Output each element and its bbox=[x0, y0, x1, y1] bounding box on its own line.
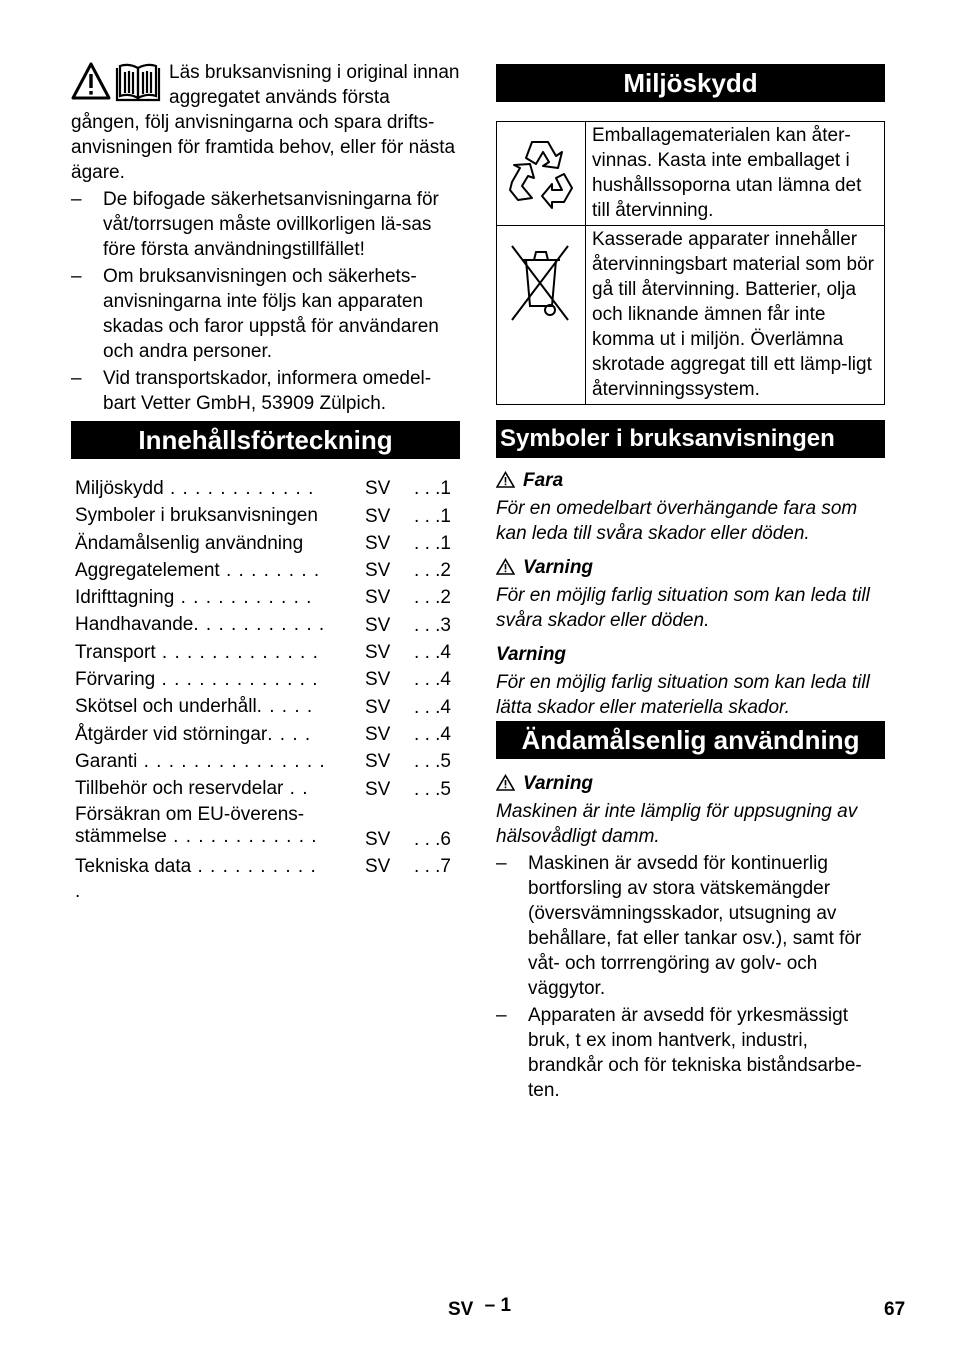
environment-text-1: Emballagematerialen kan åter-vinnas. Kasta inte emballaget i hushållssoporna utan lämna det till återvinning. bbox=[586, 122, 885, 226]
toc-entry[interactable] bbox=[75, 612, 457, 639]
warning-label: Varning bbox=[496, 555, 885, 580]
toc-entry-page: . . .1 bbox=[414, 532, 451, 554]
manual-book-icon bbox=[117, 65, 159, 100]
toc-entry-lang: SV bbox=[365, 478, 391, 500]
intended-use-section bbox=[496, 771, 885, 1103]
toc-entry-page: . . .2 bbox=[414, 587, 451, 609]
intended-use-bullet-list bbox=[496, 851, 885, 1103]
toc-entry-lang: SV bbox=[365, 642, 391, 664]
toc-entry[interactable] bbox=[75, 776, 457, 803]
toc-entry-page: . . .1 bbox=[414, 505, 451, 527]
warning-triangle-icon bbox=[73, 64, 109, 98]
toc-entry-title: Ändamålsenlig användning bbox=[75, 532, 304, 554]
toc-entry-title: Skötsel och underhåll. . . . . bbox=[75, 696, 314, 718]
toc-entry-lang: SV bbox=[365, 751, 391, 773]
toc-entry[interactable] bbox=[75, 640, 457, 667]
toc-entry-page: . . .4 bbox=[414, 669, 451, 691]
warning-and-manual-icons bbox=[71, 60, 163, 104]
toc-entry[interactable] bbox=[75, 722, 457, 749]
toc-entry-page: . . .6 bbox=[414, 828, 451, 850]
toc-entry-title: Åtgärder vid störningar. . . . bbox=[75, 723, 312, 745]
table-row bbox=[497, 226, 885, 405]
environment-text-2: Kasserade apparater innehåller återvinningsbart material som bör gå till återvinning. Batterier, olja och liknande ämnen får inte komma ut i miljön. Överlämna skrotade aggregat till ett lämp-ligt återvinningssystem. bbox=[586, 226, 885, 405]
table-row bbox=[497, 122, 885, 226]
environment-table bbox=[496, 121, 885, 405]
list-item: – Vid transportskador, informera omedel-bart Vetter GmbH, 53909 Zülpich. bbox=[71, 368, 432, 414]
intro-bullet-list bbox=[71, 187, 460, 416]
toc-heading: Innehållsförteckning bbox=[71, 421, 460, 459]
toc-entry-title: Handhavande. . . . . . . . . . . bbox=[75, 614, 326, 636]
toc-entry[interactable] bbox=[75, 749, 457, 776]
toc-entry-page: . . .5 bbox=[414, 751, 451, 773]
intro-section bbox=[71, 60, 460, 416]
list-item: – Om bruksanvisningen och säkerhets-anvisningarna inte följs kan apparaten skadas och faror uppstå för användaren och andra personer. bbox=[71, 266, 439, 362]
list-item: – Maskinen är avsedd för kontinuerlig bortforsling av stora vätskemängder (översvämningsskador, utsugning av behållare, fat eller tankar osv.), samt för våt- och torrrengöring av golv- och väggytor. bbox=[496, 853, 862, 999]
footer-lang: SV bbox=[448, 1299, 474, 1320]
toc-entry-lang: SV bbox=[365, 828, 391, 850]
toc-entry-title: Förvaring . . . . . . . . . . . . . bbox=[75, 669, 319, 691]
toc-entry-lang: SV bbox=[365, 587, 391, 609]
warning-triangle-icon bbox=[496, 558, 515, 575]
toc-entry[interactable] bbox=[75, 531, 457, 558]
toc-entry-lang: SV bbox=[365, 560, 391, 582]
caution-label: Varning bbox=[496, 644, 567, 665]
footer-section-page: – 1 bbox=[484, 1295, 512, 1316]
warning-text: För en möjlig farlig situation som kan leda till svåra skador eller döden. bbox=[496, 585, 870, 631]
toc-entry-page: . . .4 bbox=[414, 723, 451, 745]
intro-text: Läs bruksanvisning i original innan aggregatet används första gången, följ anvisningarna och spara drifts-anvisningen för framtida behov, eller för nästa ägare. bbox=[71, 62, 460, 183]
toc-entry-page: . . .4 bbox=[414, 696, 451, 718]
toc-entry-page: . . .5 bbox=[414, 778, 451, 800]
recycle-icon bbox=[497, 122, 586, 226]
intended-use-heading: Ändamålsenlig användning bbox=[496, 721, 885, 759]
toc-entry-title: Symboler i bruksanvisningen bbox=[75, 505, 318, 527]
toc-entry[interactable] bbox=[75, 503, 457, 530]
toc-entry[interactable] bbox=[75, 854, 457, 902]
toc-entry-page: . . .4 bbox=[414, 642, 451, 664]
toc-entry-title: Tekniska data . . . . . . . . . . . bbox=[75, 855, 317, 902]
toc-entry[interactable] bbox=[75, 558, 457, 585]
list-item: – Apparaten är avsedd för yrkesmässigt bruk, t ex inom hantverk, industri, brandkår och för tekniska biståndsarbe-ten. bbox=[496, 1005, 862, 1101]
toc-entry-lang: SV bbox=[365, 696, 391, 718]
toc-entry-page: . . .7 bbox=[414, 855, 451, 877]
toc-entry-lang: SV bbox=[365, 505, 391, 527]
toc-entry[interactable] bbox=[75, 804, 457, 854]
crossed-bin-icon bbox=[497, 226, 586, 405]
toc-entry-lang: SV bbox=[365, 723, 391, 745]
toc-entry-title: Transport . . . . . . . . . . . . . bbox=[75, 641, 319, 663]
toc-entry-title: Aggregatelement . . . . . . . . bbox=[75, 559, 321, 581]
danger-label: Fara bbox=[496, 468, 885, 493]
footer-section-label bbox=[448, 1297, 511, 1322]
symbols-section bbox=[496, 468, 885, 720]
toc-entry[interactable] bbox=[75, 585, 457, 612]
toc-entry-page: . . .3 bbox=[414, 614, 451, 636]
toc-entry-lang: SV bbox=[365, 532, 391, 554]
caution-text: För en möjlig farlig situation som kan leda till lätta skador eller materiella skador. bbox=[496, 672, 870, 718]
warning-triangle-icon bbox=[496, 471, 515, 488]
toc-entry[interactable] bbox=[75, 667, 457, 694]
toc-entry-title: Miljöskydd . . . . . . . . . . . . bbox=[75, 478, 315, 499]
toc-entry[interactable] bbox=[75, 694, 457, 721]
danger-text: För en omedelbart överhängande fara som kan leda till svåra skador eller döden. bbox=[496, 498, 858, 544]
toc-entry-lang: SV bbox=[365, 855, 391, 877]
environment-heading: Miljöskydd bbox=[496, 64, 885, 102]
toc-entry-title: Garanti . . . . . . . . . . . . . . . bbox=[75, 750, 326, 772]
table-of-contents bbox=[75, 476, 457, 902]
toc-entry[interactable] bbox=[75, 476, 457, 503]
toc-entry-title: Idrifttagning . . . . . . . . . . . bbox=[75, 587, 313, 609]
page-number: 67 bbox=[884, 1299, 906, 1320]
toc-entry-page: . . .2 bbox=[414, 560, 451, 582]
toc-entry-title: Tillbehör och reservdelar . . bbox=[75, 778, 309, 800]
toc-entry-title: Försäkran om EU-överens- stämmelse . . . . . . . . . . . . bbox=[75, 803, 318, 847]
toc-entry-lang: SV bbox=[365, 669, 391, 691]
intended-use-warning-label: Varning bbox=[496, 771, 885, 796]
toc-entry-lang: SV bbox=[365, 778, 391, 800]
warning-triangle-icon bbox=[496, 774, 515, 791]
toc-entry-page: . . .1 bbox=[414, 478, 451, 500]
symbols-heading: Symboler i bruksanvisningen bbox=[496, 420, 885, 458]
intended-use-warning-text: Maskinen är inte lämplig för uppsugning av hälsovådligt damm. bbox=[496, 801, 858, 847]
toc-entry-lang: SV bbox=[365, 614, 391, 636]
list-item: – De bifogade säkerhetsanvisningarna för våt/torrsugen måste ovillkorligen lä-sas före första användningstillfället! bbox=[71, 189, 439, 260]
